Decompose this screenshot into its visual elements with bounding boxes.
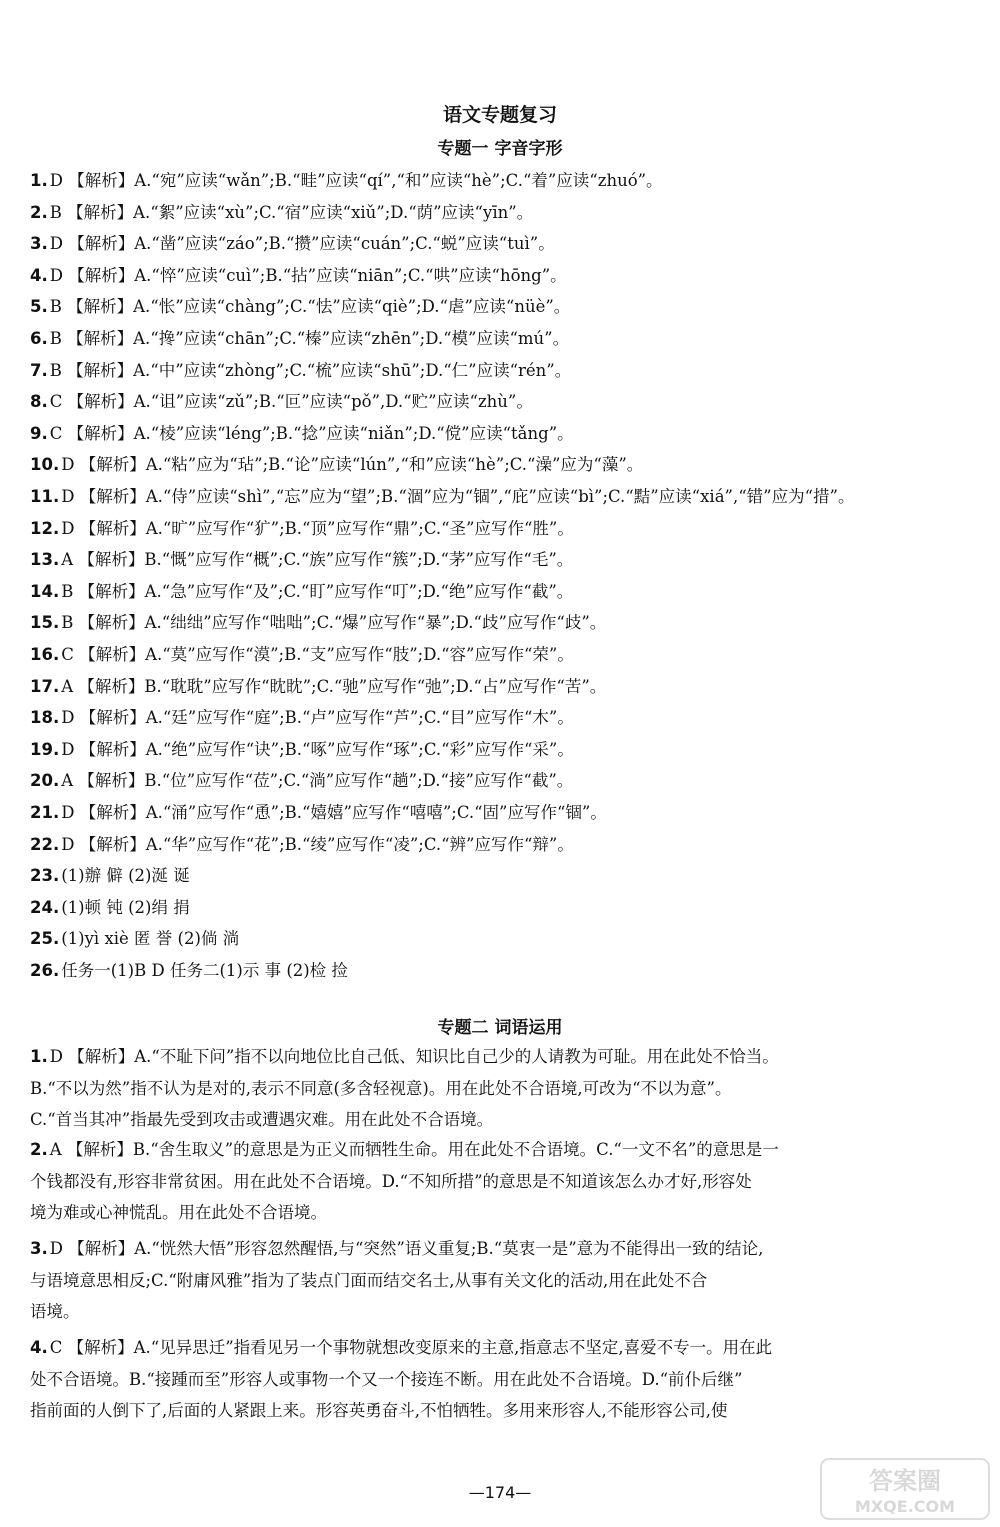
- answer-number: 25.: [30, 929, 60, 949]
- answer-line: [30, 1166, 970, 1198]
- answer-item: [30, 835, 975, 855]
- answer-number: 23.: [30, 866, 60, 886]
- answer-item: [30, 297, 975, 317]
- answer-text: D 【解析】A.“凿”应读“záo”;B.“攒”应读“cuán”;C.“蜕”应读“tuì”。: [49, 234, 555, 254]
- answer-number: 4.: [30, 265, 48, 285]
- answer-number: 6.: [30, 329, 48, 348]
- answer-number: 15.: [30, 613, 60, 633]
- answer-item: [30, 1134, 970, 1229]
- answer-item: [30, 519, 975, 539]
- answer-text: D 【解析】A.“悴”应读“cuì”;B.“拈”应读“niān”;C.“哄”应读“hōng”。: [49, 265, 567, 285]
- answer-number: 7.: [30, 360, 48, 380]
- answer-item: [30, 961, 975, 981]
- answer-item: [30, 740, 975, 760]
- answer-item: [30, 803, 975, 823]
- answer-text: A 【解析】B.“耽耽”应写作“眈眈”;C.“驰”应写作“弛”;D.“占”应写作“苦”。: [61, 676, 607, 696]
- answer-line: [30, 1296, 970, 1328]
- answer-number: 22.: [30, 834, 60, 854]
- answer-text: B 【解析】A.“搀”应读“chān”;C.“榛”应读“zhēn”;D.“模”应读“mú”。: [49, 329, 570, 348]
- answer-item: [30, 329, 975, 349]
- answer-text: B 【解析】A.“绌绌”应写作“咄咄”;C.“爆”应写作“暴”;D.“歧”应写作“歧”。: [61, 613, 607, 633]
- answer-text: D 【解析】A.“侍”应读“shì”,“忘”应为“望”;B.“涸”应为“锢”,“庇”应读“bì”;C.“黠”应读“xiá”,“错”应为“措”。: [61, 487, 855, 506]
- answer-text: A 【解析】B.“位”应写作“莅”;C.“淌”应写作“趟”;D.“接”应写作“截”。: [61, 771, 574, 791]
- answer-number: 12.: [30, 518, 60, 538]
- answer-text: 境为难或心神慌乱。用在此处不合语境。: [30, 1203, 327, 1222]
- answer-number: 11.: [30, 487, 60, 506]
- answer-text: (1)辦 僻 (2)涎 诞: [61, 866, 190, 886]
- answer-item: [30, 392, 975, 412]
- answer-item: [30, 771, 975, 791]
- answer-text: C.“首当其冲”指最先受到攻击或遭遇灾难。用在此处不合语境。: [30, 1110, 494, 1129]
- answer-number: 5.: [30, 297, 48, 317]
- answer-text: B 【解析】A.“中”应读“zhòng”;C.“梳”应读“shū”;D.“仁”应读“rén”。: [49, 360, 572, 380]
- answer-line: [30, 1073, 970, 1105]
- section-1-title: 专题一 字音字形: [437, 139, 563, 159]
- answer-text: C 【解析】A.“诅”应读“zǔ”;B.“叵”应读“pǒ”,D.“贮”应读“zhù”。: [49, 392, 533, 412]
- answer-number: 2.: [30, 202, 48, 222]
- answer-number: 9.: [30, 423, 48, 443]
- answer-text: C 【解析】A.“棱”应读“léng”;B.“捻”应读“niǎn”;D.“傥”应读“tǎng”。: [49, 423, 574, 443]
- answer-text: C 【解析】A.“见异思迁”指看见另一个事物就想改变原来的主意,指意志不坚定,喜爱不专一。用在此: [49, 1338, 773, 1357]
- answer-text: A 【解析】B.“慨”应写作“概”;C.“族”应写作“簇”;D.“茅”应写作“毛”。: [61, 550, 574, 570]
- answer-text: 语境。: [30, 1302, 80, 1321]
- svg-text:MXQE.COM: MXQE.COM: [854, 1497, 956, 1516]
- answer-number: 8.: [30, 392, 48, 412]
- answer-line: [30, 1364, 970, 1396]
- answer-item: [30, 898, 975, 918]
- answer-text: (1)yì xiè 匿 誉 (2)倘 淌: [61, 929, 240, 949]
- page-title: 语文专题复习: [442, 104, 557, 126]
- svg-text:答案圈: 答案圈: [869, 1467, 941, 1495]
- answer-number: 1.: [30, 1047, 48, 1066]
- answer-number: 10.: [30, 455, 60, 475]
- answer-text: D 【解析】A.“粘”应为“玷”;B.“论”应读“lún”,“和”应读“hè”;C.“澡”应为“藻”。: [61, 455, 644, 475]
- answer-text: B.“不以为然”指不认为是对的,表示不同意(多含轻视意)。用在此处不合语境,可改为“不以为意”。: [30, 1078, 732, 1098]
- answer-item: [30, 266, 975, 286]
- answer-text: D 【解析】A.“廷”应写作“庭”;B.“卢”应写作“芦”;C.“目”应写作“木”。: [61, 708, 574, 728]
- answer-item: [30, 424, 975, 444]
- answer-number: 26.: [30, 961, 60, 980]
- answer-text: 指前面的人倒下了,后面的人紧跟上来。形容英勇奋斗,不怕牺牲。多用来形容人,不能形容公司,使: [30, 1401, 728, 1420]
- answer-number: 21.: [30, 803, 60, 822]
- answer-item: [30, 171, 975, 191]
- answer-text: 与语境意思相反;C.“附庸风雅”指为了装点门面而结交名士,从事有关文化的活动,用在此处不合: [30, 1270, 708, 1290]
- section-2-title: 专题二 词语运用: [437, 1018, 563, 1038]
- answer-text: C 【解析】A.“莫”应写作“漠”;B.“支”应写作“肢”;D.“容”应写作“荣”。: [61, 645, 574, 664]
- answer-item: [30, 645, 975, 665]
- answer-number: 3.: [30, 1239, 48, 1258]
- answer-line: [30, 1395, 970, 1427]
- answer-item: [30, 203, 975, 223]
- answer-text: D 【解析】A.“华”应写作“花”;B.“绫”应写作“凌”;C.“辨”应写作“辩”。: [61, 834, 574, 854]
- answer-text: B 【解析】A.“急”应写作“及”;C.“盯”应写作“叮”;D.“绝”应写作“截”。: [61, 581, 574, 601]
- answer-line: [30, 1041, 970, 1073]
- answer-line: [30, 1197, 970, 1229]
- answer-item: [30, 866, 975, 886]
- answer-text: B 【解析】A.“怅”应读“chàng”;C.“怯”应读“qiè”;D.“虐”应读“nüè”。: [49, 297, 571, 317]
- answer-item: [30, 613, 975, 633]
- answer-number: 18.: [30, 708, 60, 728]
- answer-text: 个钱都没有,形容非常贫困。用在此处不合语境。D.“不知所措”的意思是不知道该怎么办才好,形容处: [30, 1171, 752, 1191]
- answer-text: (1)顿 钝 (2)绢 捐: [61, 897, 190, 917]
- answer-text: D 【解析】A.“绝”应写作“诀”;B.“啄”应写作“琢”;C.“彩”应写作“采”。: [61, 739, 574, 759]
- answer-item: [30, 550, 975, 570]
- page-number: —174—: [468, 1483, 532, 1502]
- answer-line: [30, 1104, 970, 1136]
- answer-line: [30, 1332, 970, 1364]
- answer-item: [30, 677, 975, 697]
- answer-item: [30, 708, 975, 728]
- answer-item: [30, 455, 975, 475]
- answer-item: [30, 1041, 970, 1136]
- answer-number: 20.: [30, 771, 60, 791]
- answer-number: 14.: [30, 581, 60, 601]
- answer-number: 2.: [30, 1140, 48, 1159]
- watermark-logo: [815, 1455, 995, 1523]
- answer-number: 1.: [30, 171, 48, 190]
- answer-number: 17.: [30, 676, 60, 696]
- answer-item: [30, 582, 975, 602]
- answer-number: 3.: [30, 234, 48, 254]
- answer-item: [30, 929, 975, 949]
- answer-text: 任务一(1)B D 任务二(1)示 事 (2)检 捡: [61, 961, 348, 980]
- answer-number: 4.: [30, 1338, 48, 1357]
- answer-item: [30, 234, 975, 254]
- answer-number: 13.: [30, 550, 60, 570]
- answer-item: [30, 1332, 970, 1427]
- answer-text: D 【解析】A.“宛”应读“wǎn”;B.“畦”应读“qí”,“和”应读“hè”;C.“着”应读“zhuó”。: [49, 171, 663, 190]
- answer-item: [30, 487, 975, 507]
- answer-line: [30, 1134, 970, 1166]
- answer-text: D 【解析】A.“涌”应写作“恿”;B.“嬉嬉”应写作“嘻嘻”;C.“固”应写作“锢”。: [61, 803, 607, 822]
- answer-text: D 【解析】A.“恍然大悟”形容忽然醒悟,与“突然”语义重复;B.“莫衷一是”意为不能得出一致的结论,: [49, 1239, 764, 1258]
- answer-text: B 【解析】A.“絮”应读“xù”;C.“宿”应读“xiǔ”;D.“荫”应读“yīn”。: [49, 202, 534, 222]
- answer-text: D 【解析】A.“旷”应写作“犷”;B.“顶”应写作“鼎”;C.“圣”应写作“胜”。: [61, 518, 574, 538]
- answer-text: D 【解析】A.“不耻下问”指不以向地位比自己低、知识比自己少的人请教为可耻。用在此处不恰当。: [49, 1047, 779, 1066]
- answer-line: [30, 1233, 970, 1265]
- answer-item: [30, 1233, 970, 1328]
- answer-number: 24.: [30, 897, 60, 917]
- answer-line: [30, 1265, 970, 1297]
- answer-number: 16.: [30, 645, 60, 664]
- answer-number: 19.: [30, 739, 60, 759]
- answer-text: A 【解析】B.“舍生取义”的意思是为正义而牺牲生命。用在此处不合语境。C.“一文不名”的意思是一: [49, 1140, 779, 1159]
- answer-text: 处不合语境。B.“接踵而至”形容人或事物一个又一个接连不断。用在此处不合语境。D.“前仆后继”: [30, 1369, 743, 1389]
- answer-item: [30, 361, 975, 381]
